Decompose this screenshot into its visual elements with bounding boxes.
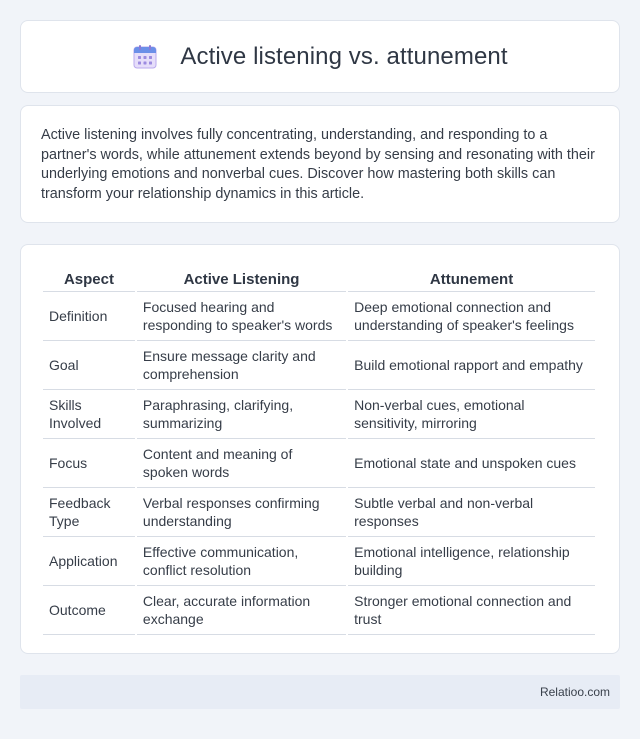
- page-title: Active listening vs. attunement: [180, 42, 508, 70]
- table-row: [43, 439, 595, 488]
- header: [132, 43, 507, 71]
- attunement-cell: Stronger emotional connection and trust: [348, 586, 595, 635]
- column-header-aspect: Aspect: [43, 265, 135, 292]
- aspect-cell: Application: [43, 537, 135, 586]
- aspect-cell: Definition: [43, 292, 135, 341]
- header-card: [20, 20, 620, 93]
- table-row: [43, 292, 595, 341]
- table-row: [43, 586, 595, 635]
- comparison-card: [20, 244, 620, 654]
- attunement-cell: Deep emotional connection and understanding of speaker's feelings: [348, 292, 595, 341]
- attunement-cell: Emotional state and unspoken cues: [348, 439, 595, 488]
- intro-paragraph: Active listening involves fully concentrating, understanding, and responding to a partner's words, while attunement extends beyond by sensing and resonating with their underlying emotions and nonverbal cues. Discover how mastering both skills can transform your relationship dynamics in this article.: [41, 127, 595, 202]
- comparison-table: [41, 265, 597, 635]
- column-header-active-listening: Active Listening: [137, 265, 346, 292]
- active-listening-cell: Clear, accurate information exchange: [137, 586, 346, 635]
- aspect-cell: Focus: [43, 439, 135, 488]
- active-listening-cell: Paraphrasing, clarifying, summarizing: [137, 390, 346, 439]
- column-header-attunement: Attunement: [348, 265, 595, 292]
- aspect-cell: Skills Involved: [43, 390, 135, 439]
- attunement-cell: Emotional intelligence, relationship building: [348, 537, 595, 586]
- footer: [20, 675, 620, 709]
- attunement-cell: Non-verbal cues, emotional sensitivity, mirroring: [348, 390, 595, 439]
- aspect-cell: Outcome: [43, 586, 135, 635]
- active-listening-cell: Content and meaning of spoken words: [137, 439, 346, 488]
- table-row: [43, 537, 595, 586]
- attunement-cell: Build emotional rapport and empathy: [348, 341, 595, 390]
- active-listening-cell: Ensure message clarity and comprehension: [137, 341, 346, 390]
- footer-brand-link[interactable]: Relatioo.com: [539, 685, 610, 699]
- table-row: [43, 390, 595, 439]
- active-listening-cell: Effective communication, conflict resolution: [137, 537, 346, 586]
- calendar-icon: [132, 44, 158, 70]
- table-row: [43, 488, 595, 537]
- table-row: [43, 341, 595, 390]
- active-listening-cell: Verbal responses confirming understanding: [137, 488, 346, 537]
- table-header-row: [43, 265, 595, 292]
- active-listening-cell: Focused hearing and responding to speaker's words: [137, 292, 346, 341]
- aspect-cell: Feedback Type: [43, 488, 135, 537]
- intro-card: [20, 105, 620, 223]
- aspect-cell: Goal: [43, 341, 135, 390]
- attunement-cell: Subtle verbal and non-verbal responses: [348, 488, 595, 537]
